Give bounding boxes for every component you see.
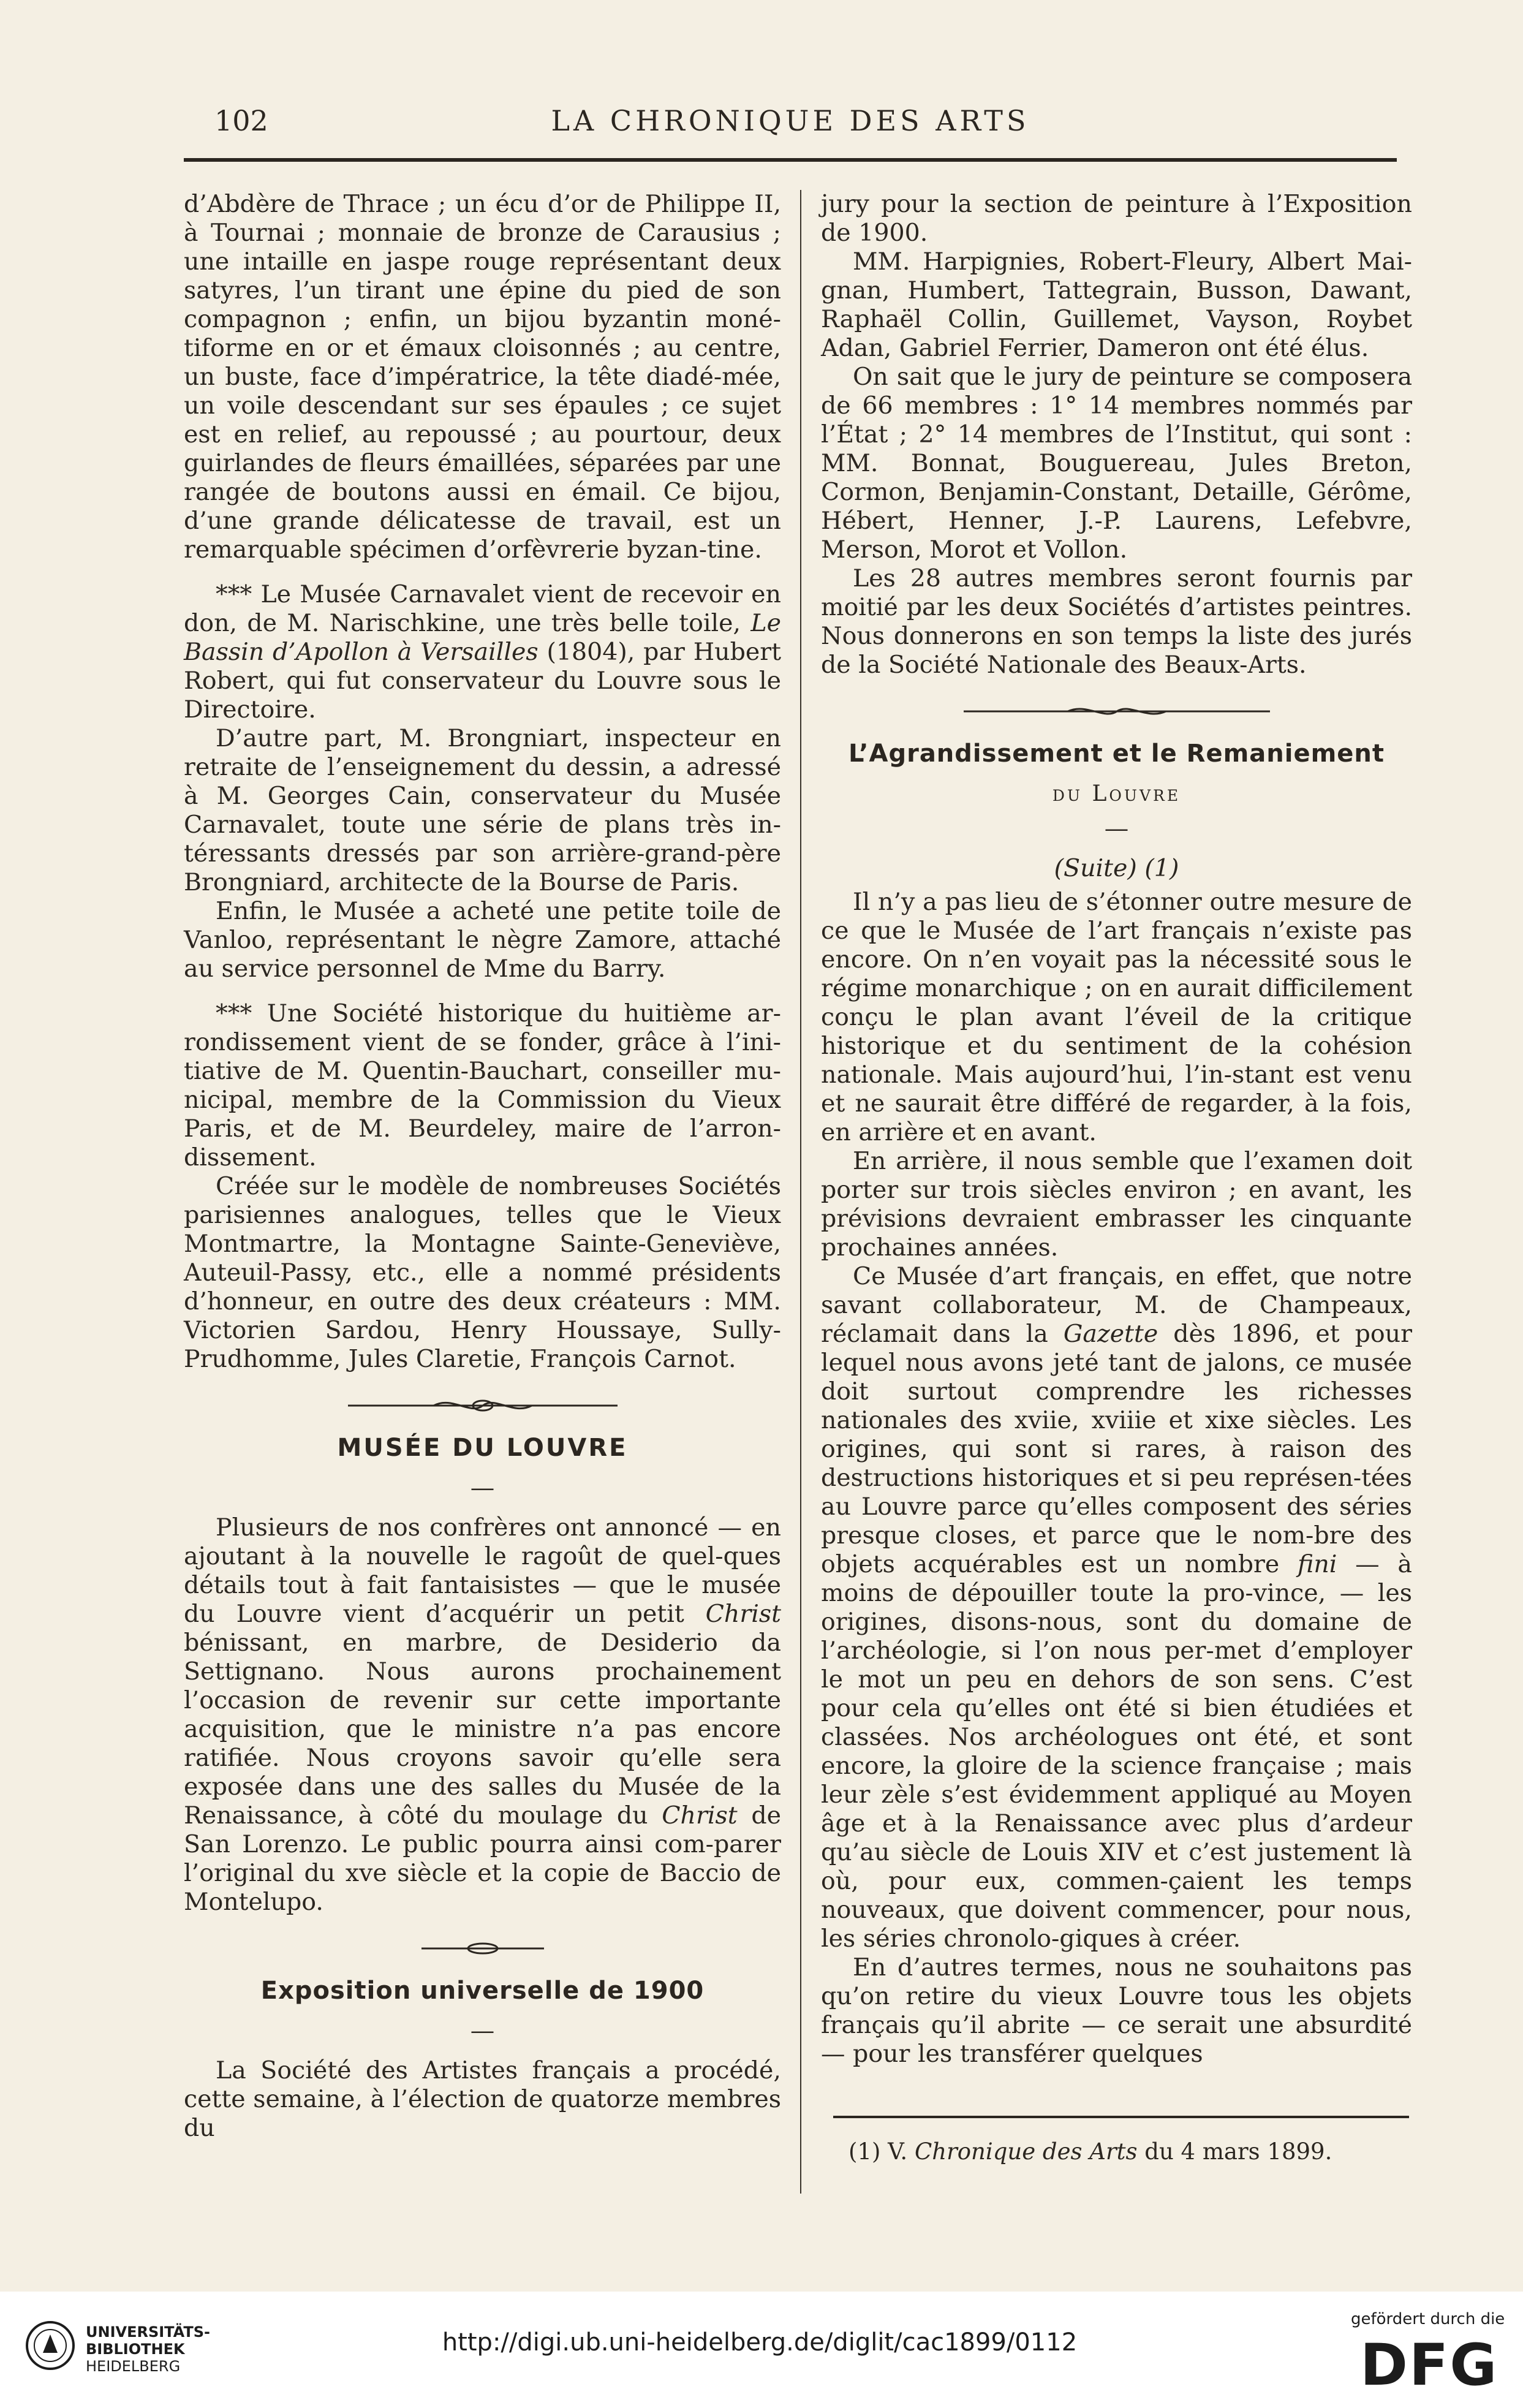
section-subtitle-du-louvre: du Louvre [1052, 781, 1181, 806]
right-column [821, 190, 1412, 2069]
section-title-exposition: Exposition universelle de 1900 [260, 1977, 705, 2005]
paragraph-autres-termes: En d’autres termes, nous ne souhaitons pas qu’on retire du vieux Louvre tous les objets français qu’il abrite — ce serait une absurdité — pour les transférer quelques [821, 1953, 1412, 2068]
paragraph-en-arriere: En arrière, il nous semble que l’examen doit porter sur trois siècles environ ; en avant, les prévisions devraient embrasser les cinquante prochaines années. [821, 1147, 1412, 1262]
header-rule [184, 158, 1397, 162]
page-number: 102 [214, 104, 268, 137]
dfg-logo: DFG [1360, 2332, 1498, 2399]
paragraph-jury: jury pour la section de peinture à l’Exposition de 1900. [821, 190, 1412, 247]
paragraph-vanloo: Enfin, le Musée a acheté une petite toile de Vanloo, représentant le nègre Zamore, attaché au service personnel de Mme du Barry. [184, 897, 781, 983]
ornament-divider-3 [821, 704, 1412, 719]
title-dash: — [470, 2016, 495, 2045]
paragraph-carnavalet: *** Le Musée Carnavalet vient de recevoir en don, de M. Narischkine, une très belle toile, Le Bassin d’Apollon à Versailles (1804), par Hubert Robert, qui fut conservateur du Louvre sous le Directoire. [184, 580, 782, 724]
title-dash: — [1104, 814, 1129, 842]
column-divider [800, 190, 801, 2194]
paragraph-brongniart: D’autre part, M. Brongniart, inspecteur en retraite de l’enseignement du dessin, a adressé à M. Georges Cain, conservateur du Musée Carnavalet, toute une série de plans très in-téressants dressés par son arrière-grand-père Brongniard, architecte de la Bourse de Paris. [184, 724, 781, 896]
running-title: LA CHRONIQUE DES ARTS [551, 104, 1030, 137]
ornament-divider-2 [184, 1941, 781, 1956]
paragraph-elus: MM. Harpignies, Robert-Fleury, Albert Mai-gnan, Humbert, Tattegrain, Busson, Dawant, Raphaël Collin, Guillemet, Vayson, Roybet Adan, Gabriel Ferrier, Dameron ont été élus. [821, 248, 1412, 362]
section-title-agrandissement: L’Agrandissement et le Remaniement [848, 740, 1385, 768]
paragraph-societe-historique: *** Une Société historique du huitième ar-rondissement vient de se fonder, grâce à l’ini-tiative de M. Quentin-Bauchart, conseiller mu-nicipal, membre de la Commission du Vieux Paris, et de M. Beurdeley, maire de l’arron-dissement. [184, 999, 781, 1172]
section-title-musee-du-louvre: MUSÉE DU LOUVRE [337, 1434, 628, 1462]
university-library-name: UNIVERSITÄTS- BIBLIOTHEK HEIDELBERG [86, 2323, 211, 2375]
footnote-rule [833, 2116, 1409, 2118]
paragraph-autres-membres: Les 28 autres membres seront fournis par moitié par les deux Sociétés d’artistes peintres. Nous donnerons en son temps la liste des jurés de la Société Nationale des Beaux-Arts. [821, 564, 1412, 679]
suite-label: (Suite) (1) [1054, 854, 1179, 882]
paragraph-composition-jury: On sait que le jury de peinture se composera de 66 membres : 1° 14 membres nommés par l’État ; 2° 14 membres de l’Institut, qui sont : MM. Bonnat, Bouguereau, Jules Breton, Cormon, Benjamin-Constant, Detaille, Gérôme, Hébert, Henner, J.-P. Laurens, Lefebvre, Merson, Morot et Vollon. [821, 363, 1412, 564]
ornament-divider-1 [184, 1398, 781, 1413]
paragraph-societe-artistes: La Société des Artistes français a procédé, cette semaine, à l’élection de quatorze membres du [184, 2056, 781, 2142]
paragraph-creee: Créée sur le modèle de nombreuses Sociétés parisiennes analogues, telles que le Vieux Montmartre, la Montagne Sainte-Geneviève, Auteuil-Passy, etc., elle a nommé présidents d’honneur, en outre des deux créateurs : MM. Victorien Sardou, Henry Houssaye, Sully-Prudhomme, Jules Claretie, François Carnot. [184, 1172, 781, 1373]
left-column [184, 190, 781, 2143]
paragraph-musee-art-francais: Ce Musée d’art français, en effet, que notre savant collaborateur, M. de Champeaux, réclamait dans la Gazette dès 1896, et pour lequel nous avons jeté tant de jalons, ce musée doit surtout comprendre les richesses nationales des xviie, xviiie et xixe siècles. Les origines, qui sont si rares, à raison des destructions historiques et si peu représen-tées au Louvre parce qu’elles composent des séries presque closes, et parce que le nom-bre des objets acquérables est un nombre fini — à moins de dépouiller toute la pro-vince, — les origines, disons-nous, sont du domaine de l’archéologie, si l’on nous per-met d’employer le mot un peu en dehors de son sens. C’est pour cela qu’elles ont été si bien étudiées et classées. Nos archéologues ont été, et sont encore, la gloire de la science française ; mais leur zèle s’est évidemment appliqué au Moyen âge et à la Renaissance avec plus d’ardeur qu’au siècle de Louis XIV et c’est justement là où, pour eux, commen-çaient les temps nouveaux, que doivent commencer, pour nous, les séries chronolo-giques à créer. [821, 1262, 1412, 1953]
title-dash: — [470, 1474, 495, 1502]
permalink-url[interactable]: http://digi.ub.uni-heidelberg.de/diglit/cac1899/0112 [442, 2328, 1078, 2357]
funding-label: gefördert durch die [1351, 2310, 1505, 2328]
digitization-footer [0, 2292, 1523, 2408]
paragraph-pas-lieu: Il n’y a pas lieu de s’étonner outre mesure de ce que le Musée de l’art français n’existe pas encore. On n’en voyait pas la nécessité sous le régime monarchique ; on en aurait difficilement conçu le plan avant l’éveil de la critique historique et du sentiment de la cohésion nationale. Mais aujourd’hui, l’in-stant est venu et ne saurait être différé de regarder, à la fois, en arrière et en avant. [821, 888, 1412, 1146]
paragraph-louvre-christ: Plusieurs de nos confrères ont annoncé — en ajoutant à la nouvelle le ragoût de quel-ques détails tout à fait fantaisistes — que le musée du Louvre vient d’acquérir un petit Christ bénissant, en marbre, de Desiderio da Settignano. Nous aurons prochainement l’occasion de revenir sur cette importante acquisition, que le ministre n’a pas encore ratifiée. Nous croyons savoir qu’elle sera exposée dans une des salles du Musée de la Renaissance, à côté du moulage du Christ de San Lorenzo. Le public pourra ainsi com-parer l’original du xve siècle et la copie de Baccio de Montelupo. [184, 1513, 782, 1916]
university-seal-icon [25, 2320, 76, 2374]
page-header [184, 104, 1397, 147]
paragraph-abdere: d’Abdère de Thrace ; un écu d’or de Philippe II, à Tournai ; monnaie de bronze de Carausius ; une intaille en jaspe rouge représentant deux satyres, l’un tirant une épine du pied de son compagnon ; enfin, un bijou byzantin moné-tiforme en or et émaux cloisonnés ; au centre, un buste, face d’impératrice, la tête diadé-mée, un voile descendant sur ses épaules ; ce sujet est en relief, au repoussé ; au pourtour, deux guirlandes de fleurs émaillées, séparées par une rangée de boutons aussi en émail. Ce bijou, d’une grande délicatesse de travail, est un remarquable spécimen d’orfèvrerie byzan-tine. [184, 190, 781, 564]
footnote: (1) V. Chronique des Arts du 4 mars 1899. [848, 2138, 1332, 2165]
